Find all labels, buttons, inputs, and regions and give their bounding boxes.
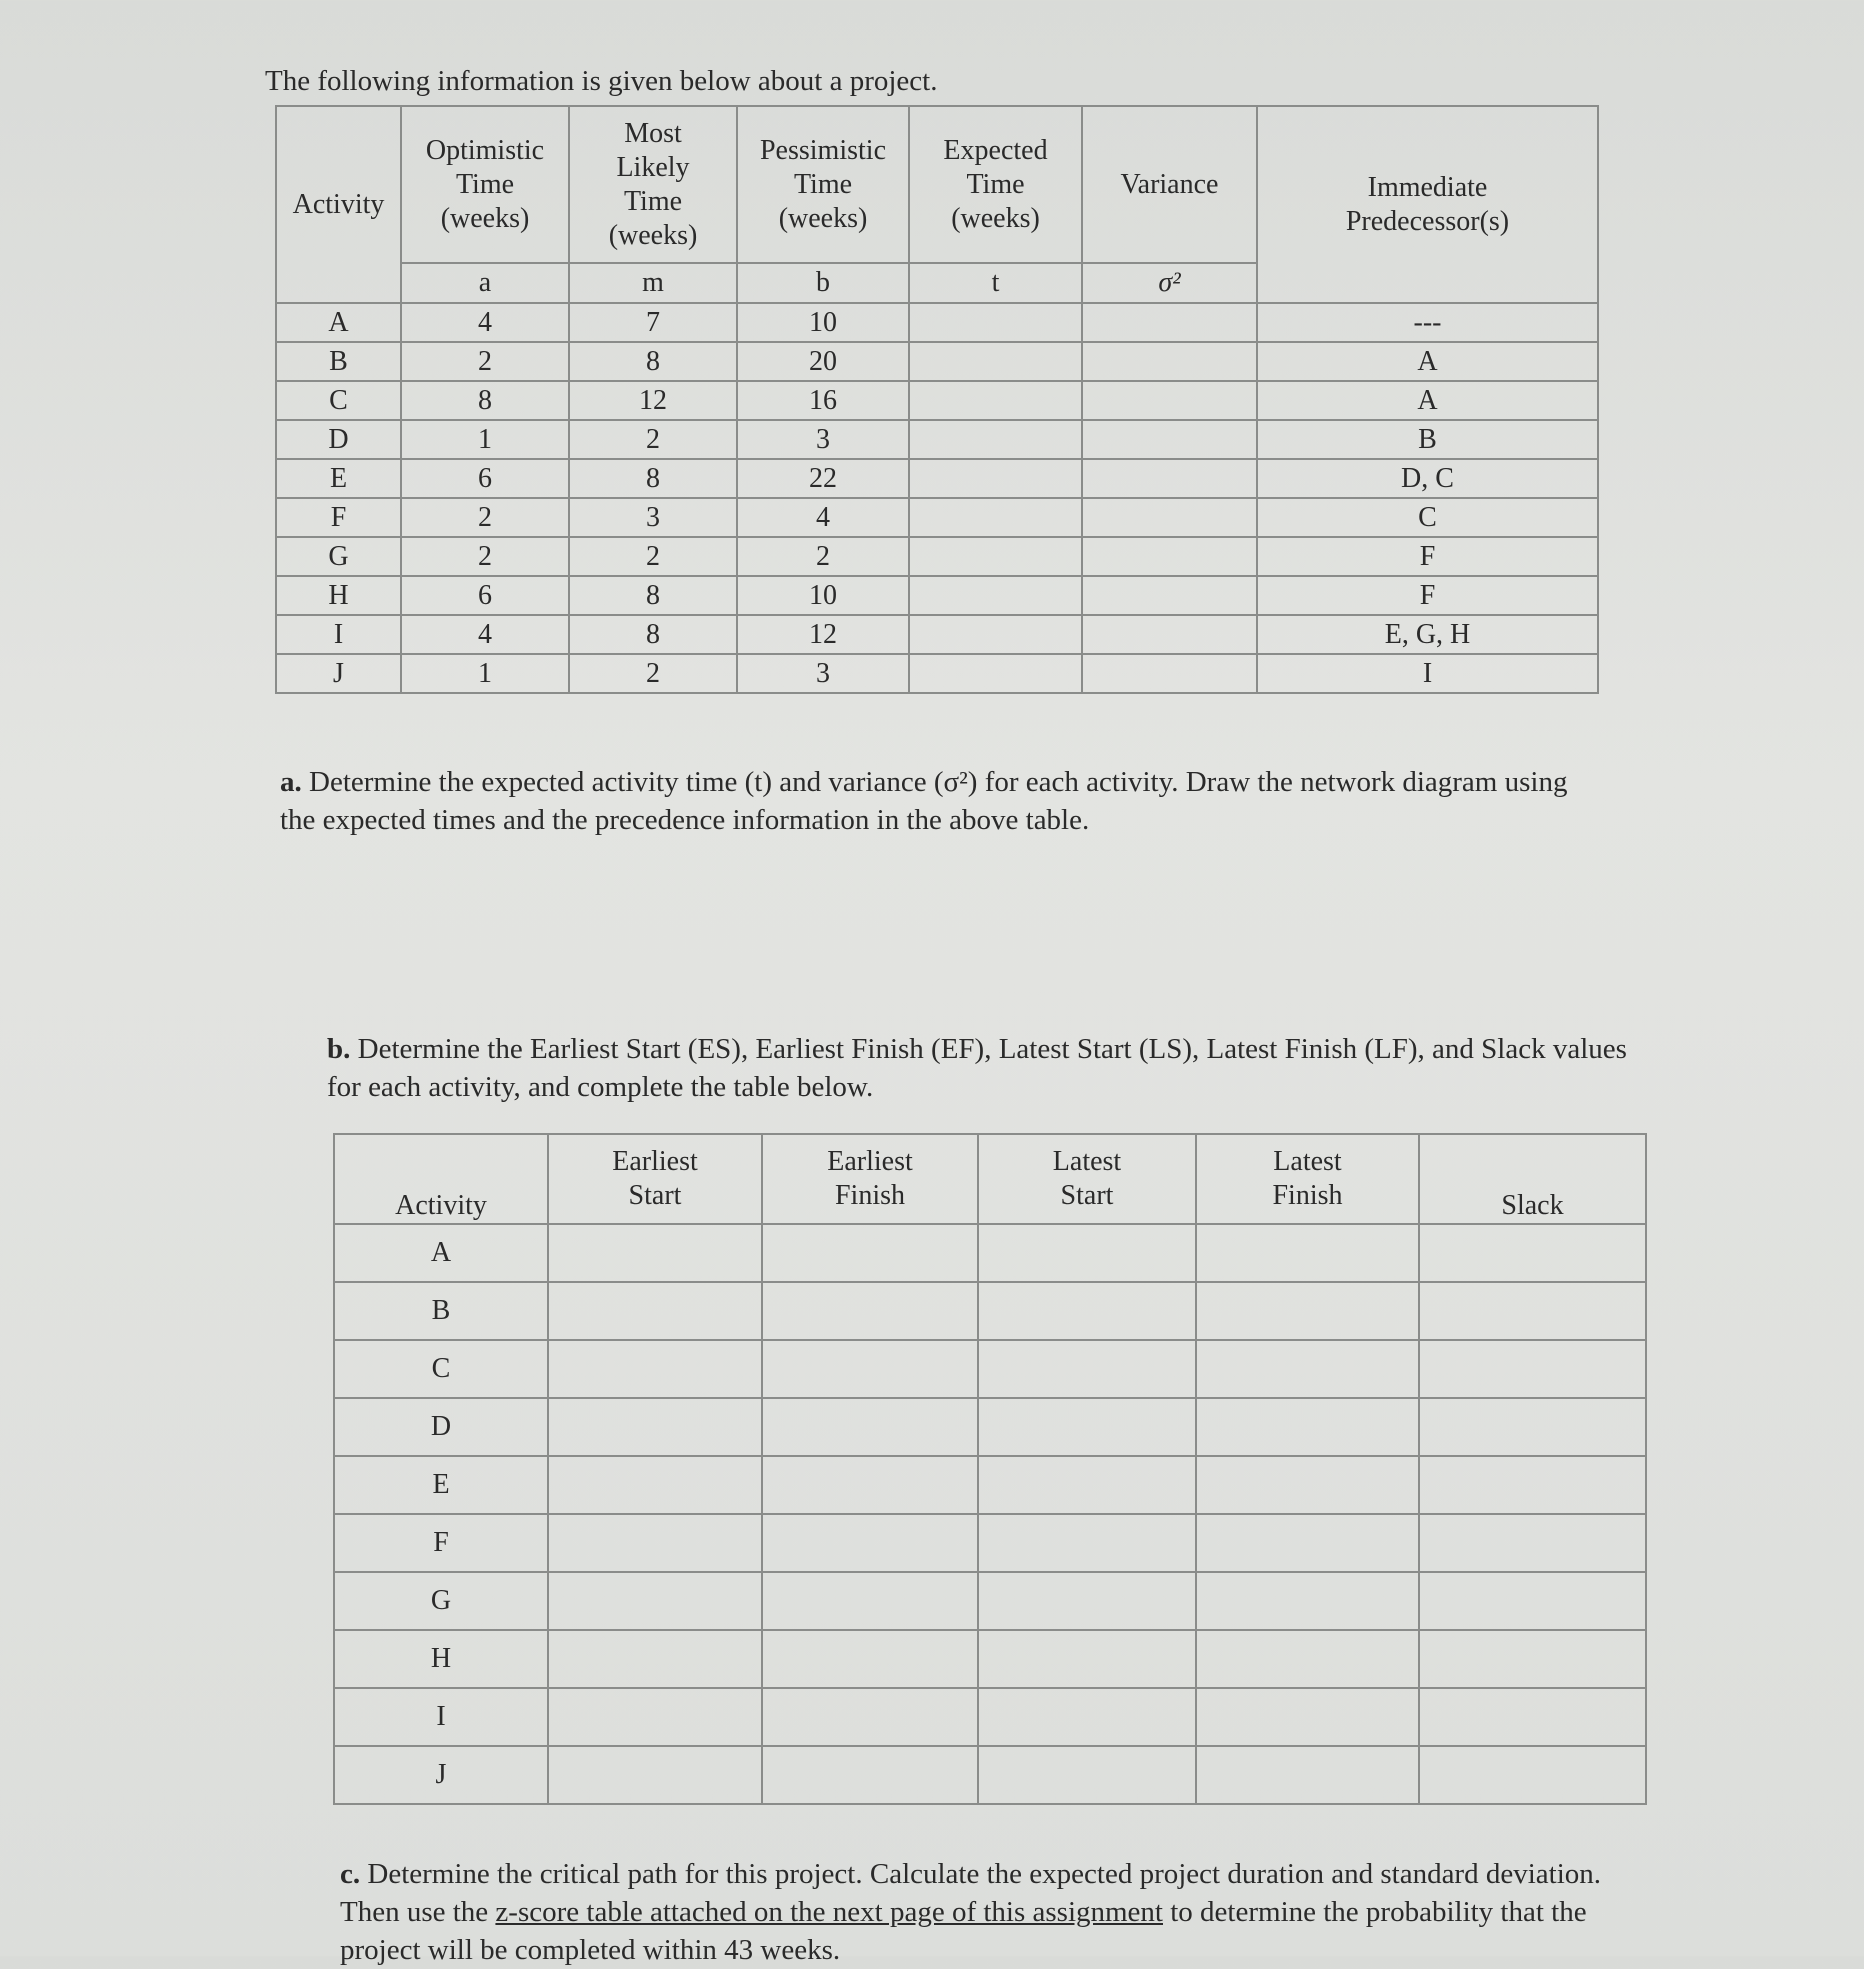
- table-row: [334, 1572, 1646, 1630]
- pessimistic-cell: 4: [737, 498, 909, 537]
- header-expected: Expected Time (weeks): [909, 106, 1082, 263]
- expected-time-cell[interactable]: [909, 459, 1082, 498]
- header-earliest-finish: Earliest Finish: [762, 1134, 978, 1224]
- table-row: [334, 1456, 1646, 1514]
- part-c-question: [340, 1855, 1640, 1969]
- most-likely-cell: 2: [569, 420, 737, 459]
- earliest-finish-cell[interactable]: [762, 1224, 978, 1282]
- earliest-start-cell[interactable]: [548, 1630, 762, 1688]
- pessimistic-cell: 10: [737, 576, 909, 615]
- table-row: [334, 1746, 1646, 1804]
- table-row: [276, 615, 1598, 654]
- part-c-text-end: to determine the probability that the project will be completed within 43 weeks.: [340, 1896, 1587, 1966]
- activity-cell: C: [276, 381, 401, 420]
- earliest-start-cell[interactable]: [548, 1282, 762, 1340]
- symbol-t: t: [909, 263, 1082, 303]
- table-row: [334, 1630, 1646, 1688]
- variance-cell[interactable]: [1082, 420, 1257, 459]
- variance-cell[interactable]: [1082, 303, 1257, 342]
- slack-cell[interactable]: [1419, 1456, 1646, 1514]
- variance-cell[interactable]: [1082, 498, 1257, 537]
- header-latest-finish: Latest Finish: [1196, 1134, 1419, 1224]
- slack-cell[interactable]: [1419, 1572, 1646, 1630]
- predecessor-cell: F: [1257, 576, 1598, 615]
- predecessor-cell: E, G, H: [1257, 615, 1598, 654]
- table-row: [276, 576, 1598, 615]
- table-row: [334, 1224, 1646, 1282]
- variance-cell[interactable]: [1082, 654, 1257, 693]
- optimistic-cell: 1: [401, 654, 569, 693]
- slack-cell[interactable]: [1419, 1398, 1646, 1456]
- earliest-start-cell[interactable]: [548, 1572, 762, 1630]
- activity-cell: I: [334, 1688, 548, 1746]
- header-optimistic: Optimistic Time (weeks): [401, 106, 569, 263]
- activity-cell: G: [334, 1572, 548, 1630]
- table-row: [276, 459, 1598, 498]
- optimistic-cell: 1: [401, 420, 569, 459]
- pessimistic-cell: 20: [737, 342, 909, 381]
- latest-finish-cell[interactable]: [1196, 1746, 1419, 1804]
- symbol-a: a: [401, 263, 569, 303]
- most-likely-cell: 7: [569, 303, 737, 342]
- intro-text: The following information is given below about a project.: [265, 65, 938, 97]
- part-b-question: [327, 1030, 1627, 1106]
- latest-finish-cell[interactable]: [1196, 1572, 1419, 1630]
- earliest-start-cell[interactable]: [548, 1688, 762, 1746]
- variance-cell[interactable]: [1082, 342, 1257, 381]
- earliest-start-cell[interactable]: [548, 1456, 762, 1514]
- predecessor-cell: B: [1257, 420, 1598, 459]
- header-variance: Variance: [1082, 106, 1257, 263]
- symbol-variance: σ²: [1082, 263, 1257, 303]
- earliest-start-cell[interactable]: [548, 1398, 762, 1456]
- pessimistic-cell: 16: [737, 381, 909, 420]
- earliest-start-cell[interactable]: [548, 1746, 762, 1804]
- earliest-finish-cell[interactable]: [762, 1340, 978, 1398]
- header-predecessors: Immediate Predecessor(s): [1257, 106, 1598, 303]
- earliest-start-cell[interactable]: [548, 1340, 762, 1398]
- variance-cell[interactable]: [1082, 615, 1257, 654]
- part-a-question: [280, 763, 1580, 839]
- slack-cell[interactable]: [1419, 1630, 1646, 1688]
- expected-time-cell[interactable]: [909, 303, 1082, 342]
- variance-cell[interactable]: [1082, 459, 1257, 498]
- expected-time-cell[interactable]: [909, 381, 1082, 420]
- expected-time-cell[interactable]: [909, 420, 1082, 459]
- latest-finish-cell[interactable]: [1196, 1456, 1419, 1514]
- earliest-finish-cell[interactable]: [762, 1630, 978, 1688]
- latest-finish-cell[interactable]: [1196, 1282, 1419, 1340]
- predecessor-cell: A: [1257, 381, 1598, 420]
- slack-cell[interactable]: [1419, 1746, 1646, 1804]
- variance-cell[interactable]: [1082, 537, 1257, 576]
- activity-cell: H: [334, 1630, 548, 1688]
- predecessor-cell: F: [1257, 537, 1598, 576]
- latest-start-cell[interactable]: [978, 1224, 1196, 1282]
- header-activity: Activity: [276, 106, 401, 303]
- latest-finish-cell[interactable]: [1196, 1398, 1419, 1456]
- predecessor-cell: ---: [1257, 303, 1598, 342]
- latest-start-cell[interactable]: [978, 1398, 1196, 1456]
- earliest-finish-cell[interactable]: [762, 1514, 978, 1572]
- header-pessimistic: Pessimistic Time (weeks): [737, 106, 909, 263]
- header-slack: Slack: [1419, 1134, 1646, 1224]
- earliest-finish-cell[interactable]: [762, 1688, 978, 1746]
- optimistic-cell: 4: [401, 615, 569, 654]
- table-row: [334, 1398, 1646, 1456]
- activity-cell: J: [276, 654, 401, 693]
- header-latest-start: Latest Start: [978, 1134, 1196, 1224]
- latest-start-cell[interactable]: [978, 1688, 1196, 1746]
- earliest-start-cell[interactable]: [548, 1224, 762, 1282]
- slack-cell[interactable]: [1419, 1224, 1646, 1282]
- part-b-label: b.: [327, 1033, 351, 1065]
- activity-cell: F: [276, 498, 401, 537]
- pessimistic-cell: 3: [737, 654, 909, 693]
- expected-time-cell[interactable]: [909, 615, 1082, 654]
- earliest-finish-cell[interactable]: [762, 1572, 978, 1630]
- variance-cell[interactable]: [1082, 381, 1257, 420]
- part-a-label: a.: [280, 766, 302, 798]
- most-likely-cell: 2: [569, 654, 737, 693]
- most-likely-cell: 8: [569, 459, 737, 498]
- latest-finish-cell[interactable]: [1196, 1630, 1419, 1688]
- predecessor-cell: A: [1257, 342, 1598, 381]
- latest-start-cell[interactable]: [978, 1746, 1196, 1804]
- variance-cell[interactable]: [1082, 576, 1257, 615]
- table-row: [334, 1688, 1646, 1746]
- earliest-finish-cell[interactable]: [762, 1746, 978, 1804]
- optimistic-cell: 2: [401, 498, 569, 537]
- most-likely-cell: 8: [569, 342, 737, 381]
- expected-time-cell[interactable]: [909, 342, 1082, 381]
- earliest-finish-cell[interactable]: [762, 1456, 978, 1514]
- most-likely-cell: 8: [569, 576, 737, 615]
- table-row: [276, 381, 1598, 420]
- optimistic-cell: 4: [401, 303, 569, 342]
- pessimistic-cell: 10: [737, 303, 909, 342]
- most-likely-cell: 2: [569, 537, 737, 576]
- header-most-likely: Most Likely Time (weeks): [569, 106, 737, 263]
- slack-cell[interactable]: [1419, 1688, 1646, 1746]
- earliest-finish-cell[interactable]: [762, 1282, 978, 1340]
- latest-finish-cell[interactable]: [1196, 1688, 1419, 1746]
- optimistic-cell: 8: [401, 381, 569, 420]
- pessimistic-cell: 22: [737, 459, 909, 498]
- most-likely-cell: 3: [569, 498, 737, 537]
- pessimistic-cell: 2: [737, 537, 909, 576]
- latest-finish-cell[interactable]: [1196, 1224, 1419, 1282]
- latest-finish-cell[interactable]: [1196, 1340, 1419, 1398]
- predecessor-cell: D, C: [1257, 459, 1598, 498]
- activity-cell: D: [276, 420, 401, 459]
- activity-cell: D: [334, 1398, 548, 1456]
- optimistic-cell: 6: [401, 576, 569, 615]
- table-row: [276, 420, 1598, 459]
- optimistic-cell: 6: [401, 459, 569, 498]
- slack-cell[interactable]: [1419, 1340, 1646, 1398]
- latest-start-cell[interactable]: [978, 1572, 1196, 1630]
- table-row: [334, 1282, 1646, 1340]
- pessimistic-cell: 12: [737, 615, 909, 654]
- table-row: [276, 498, 1598, 537]
- expected-time-cell[interactable]: [909, 654, 1082, 693]
- predecessor-cell: C: [1257, 498, 1598, 537]
- part-c-text: Determine the critical path for this project. Calculate the expected project duration and standard deviation. Then use the: [340, 1858, 1602, 1928]
- activity-cell: B: [334, 1282, 548, 1340]
- table-row: [276, 654, 1598, 693]
- latest-start-cell[interactable]: [978, 1630, 1196, 1688]
- activity-cell: I: [276, 615, 401, 654]
- latest-start-cell[interactable]: [978, 1282, 1196, 1340]
- predecessor-cell: I: [1257, 654, 1598, 693]
- activity-cell: C: [334, 1340, 548, 1398]
- activity-cell: F: [334, 1514, 548, 1572]
- table-row: [334, 1340, 1646, 1398]
- latest-start-cell[interactable]: [978, 1456, 1196, 1514]
- earliest-start-cell[interactable]: [548, 1514, 762, 1572]
- part-c-label: c.: [340, 1858, 361, 1890]
- slack-cell[interactable]: [1419, 1282, 1646, 1340]
- symbol-m: m: [569, 263, 737, 303]
- expected-time-cell[interactable]: [909, 576, 1082, 615]
- activity-cell: B: [276, 342, 401, 381]
- most-likely-cell: 8: [569, 615, 737, 654]
- table-row: [276, 537, 1598, 576]
- optimistic-cell: 2: [401, 342, 569, 381]
- table-row: [334, 1514, 1646, 1572]
- activity-cell: E: [334, 1456, 548, 1514]
- activity-cell: A: [276, 303, 401, 342]
- activity-cell: H: [276, 576, 401, 615]
- optimistic-cell: 2: [401, 537, 569, 576]
- part-b-text: Determine the Earliest Start (ES), Earliest Finish (EF), Latest Start (LS), Latest Finish (LF), and Slack values for each activity, and complete the table below.: [327, 1033, 1627, 1103]
- part-a-text: Determine the expected activity time (t) and variance (σ²) for each activity. Draw the network diagram using the expected times and the precedence information in the above table.: [280, 766, 1568, 836]
- schedule-table: [333, 1133, 1647, 1805]
- z-score-table-link[interactable]: z-score table attached on the next page of this assignment: [495, 1896, 1163, 1928]
- earliest-finish-cell[interactable]: [762, 1398, 978, 1456]
- latest-start-cell[interactable]: [978, 1514, 1196, 1572]
- most-likely-cell: 12: [569, 381, 737, 420]
- project-activity-table: [275, 105, 1599, 694]
- expected-time-cell[interactable]: [909, 498, 1082, 537]
- activity-cell: A: [334, 1224, 548, 1282]
- table-row: [276, 303, 1598, 342]
- expected-time-cell[interactable]: [909, 537, 1082, 576]
- header-earliest-start: Earliest Start: [548, 1134, 762, 1224]
- slack-cell[interactable]: [1419, 1514, 1646, 1572]
- activity-cell: G: [276, 537, 401, 576]
- table-row: [276, 342, 1598, 381]
- activity-cell: J: [334, 1746, 548, 1804]
- symbol-b: b: [737, 263, 909, 303]
- activity-cell: E: [276, 459, 401, 498]
- header-activity: Activity: [334, 1134, 548, 1224]
- latest-finish-cell[interactable]: [1196, 1514, 1419, 1572]
- latest-start-cell[interactable]: [978, 1340, 1196, 1398]
- pessimistic-cell: 3: [737, 420, 909, 459]
